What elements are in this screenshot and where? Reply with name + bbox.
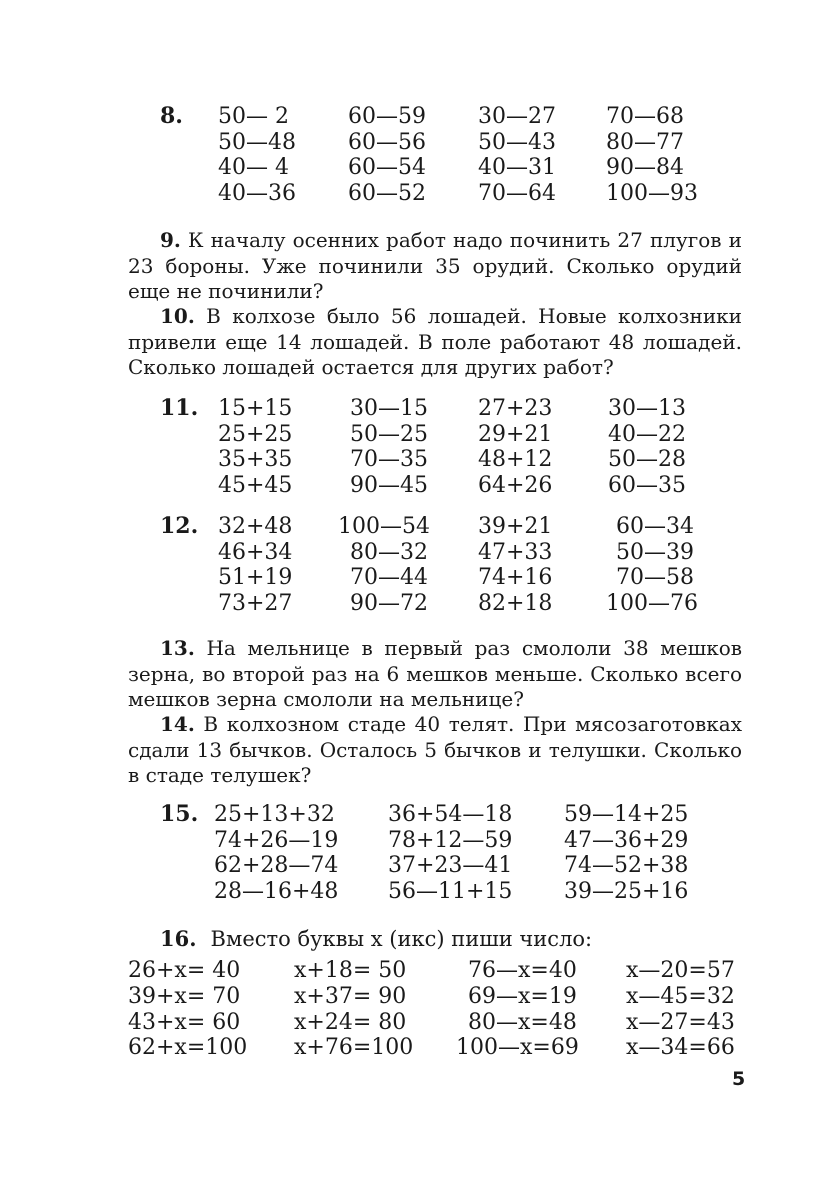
exercise-10: [128, 304, 742, 381]
exercise-number: 9.: [160, 228, 181, 252]
expression: 50—43: [478, 129, 556, 155]
exercise-number: 12.: [160, 513, 199, 539]
problem-text: В колхозном стаде 40 телят. При мясозаготовках сдали 13 бычков. Осталось 5 бычков и телушки. Сколько в стаде телушек?: [128, 712, 742, 787]
expression: 32+48: [218, 514, 293, 539]
expression: 62+28—74: [214, 853, 339, 878]
expression: 39—25+16: [564, 878, 689, 904]
expression-column: [564, 802, 714, 904]
exercise-number: 14.: [160, 712, 195, 736]
expression: 80—32: [350, 539, 428, 565]
expression: 90—72: [350, 590, 428, 616]
exercise-number: 16.: [160, 926, 197, 951]
equation: 80—x=48: [468, 1009, 577, 1035]
expression: 47—36+29: [564, 827, 689, 853]
expression-column: [388, 802, 564, 904]
expression: 100—76: [606, 590, 698, 616]
expression-grid: [218, 104, 716, 206]
equation: 76—x=40: [468, 958, 577, 983]
expression: 51+19: [218, 565, 293, 590]
expression: 50—48: [218, 129, 296, 155]
exercise-number: 8.: [160, 103, 183, 129]
expression: 70—35: [350, 447, 428, 472]
expression: 80—77: [606, 129, 684, 155]
expression: 90—45: [350, 472, 428, 498]
equation: 100—x=69: [456, 1035, 579, 1061]
expression-column: [606, 514, 716, 616]
expression-column: [606, 104, 716, 206]
equation: x—20=57: [626, 958, 735, 983]
expression-column: [478, 396, 608, 498]
expression-column: [348, 104, 478, 206]
exercise-16-heading: [160, 926, 592, 951]
expression: 100—54: [338, 514, 430, 539]
expression: 60—56: [348, 129, 426, 155]
expression: 59—14+25: [564, 802, 689, 827]
expression: 28—16+48: [214, 878, 339, 904]
equation: x—34=66: [626, 1035, 735, 1061]
expression-column: [218, 514, 338, 616]
expression: 47+33: [478, 539, 553, 565]
exercise-instruction: Вместо буквы x (икс) пиши число:: [210, 927, 593, 951]
equation-column: [128, 958, 294, 1061]
expression: 82+18: [478, 590, 553, 616]
equation: x—45=32: [626, 983, 735, 1009]
expression: 60—34: [616, 514, 694, 539]
expression: 60—35: [608, 472, 686, 498]
equation: 39+x= 70: [128, 983, 241, 1009]
expression: 45+45: [218, 472, 293, 498]
expression: 78+12—59: [388, 827, 513, 853]
expression: 30—13: [608, 396, 686, 421]
expression-column: [608, 396, 718, 498]
expression: 25+13+32: [214, 802, 335, 827]
expression: 50—39: [616, 539, 694, 565]
expression-column: [214, 802, 388, 904]
expression: 15+15: [218, 396, 293, 421]
expression: 29+21: [478, 421, 553, 447]
exercise-13: [128, 636, 742, 713]
equation-column: [456, 958, 626, 1061]
exercise-14: [128, 712, 742, 789]
expression-column: [218, 104, 348, 206]
equation: x+76=100: [294, 1035, 414, 1061]
expression: 30—27: [478, 104, 556, 129]
expression: 30—15: [350, 396, 428, 421]
exercise-number: 10.: [160, 304, 195, 328]
expression: 50—25: [350, 421, 428, 447]
expression-grid: [214, 802, 714, 904]
expression: 74—52+38: [564, 853, 689, 878]
exercise-number: 15.: [160, 801, 199, 827]
expression: 70—68: [606, 104, 684, 129]
expression: 70—64: [478, 180, 556, 206]
expression: 35+35: [218, 447, 293, 472]
equation-column: [626, 958, 748, 1061]
equation: 62+x=100: [128, 1035, 248, 1061]
equation: x+18= 50: [294, 958, 407, 983]
equation: 43+x= 60: [128, 1009, 241, 1035]
expression: 100—93: [606, 180, 698, 206]
equation: 26+x= 40: [128, 958, 241, 983]
expression: 40—22: [608, 421, 686, 447]
expression: 60—59: [348, 104, 426, 129]
expression: 60—52: [348, 180, 426, 206]
expression: 74+16: [478, 565, 553, 590]
expression-column: [478, 104, 606, 206]
exercise-9: [128, 228, 742, 305]
equation: x—27=43: [626, 1009, 735, 1035]
expression: 70—58: [616, 565, 694, 590]
expression-column: [338, 514, 478, 616]
expression: 46+34: [218, 539, 293, 565]
expression: 37+23—41: [388, 853, 513, 878]
expression-column: [478, 514, 606, 616]
equation: 69—x=19: [468, 983, 577, 1009]
equation: x+24= 80: [294, 1009, 407, 1035]
expression: 50—28: [608, 447, 686, 472]
expression: 39+21: [478, 514, 553, 539]
expression: 25+25: [218, 421, 293, 447]
expression-column: [350, 396, 478, 498]
expression: 70—44: [350, 565, 428, 590]
exercise-number: 13.: [160, 636, 195, 660]
expression-grid: [218, 396, 718, 498]
expression: 50— 2: [218, 104, 289, 129]
expression: 64+26: [478, 472, 553, 498]
problem-text: К началу осенних работ надо починить 27 плугов и 23 бороны. Уже починили 35 орудий. Сколько орудий еще не починили?: [128, 228, 742, 303]
expression-column: [218, 396, 350, 498]
exercise-number: 11.: [160, 395, 199, 421]
expression: 48+12: [478, 447, 553, 472]
expression: 56—11+15: [388, 878, 513, 904]
expression: 40— 4: [218, 155, 289, 180]
expression: 73+27: [218, 590, 293, 616]
expression: 60—54: [348, 155, 426, 180]
problem-text: В колхозе было 56 лошадей. Новые колхозники привели еще 14 лошадей. В поле работают 48 лошадей. Сколько лошадей остается для других работ?: [128, 304, 742, 379]
expression: 40—36: [218, 180, 296, 206]
page-number: 5: [732, 1068, 746, 1090]
expression-grid: [218, 514, 716, 616]
expression: 36+54—18: [388, 802, 513, 827]
equation-column: [294, 958, 456, 1061]
equation-grid: [128, 958, 748, 1061]
expression: 74+26—19: [214, 827, 339, 853]
expression: 40—31: [478, 155, 556, 180]
problem-text: На мельнице в первый раз смололи 38 мешков зерна, во второй раз на 6 мешков меньше. Сколько всего мешков зерна смололи на мельнице?: [128, 636, 742, 711]
expression: 27+23: [478, 396, 553, 421]
expression: 90—84: [606, 155, 684, 180]
equation: x+37= 90: [294, 983, 407, 1009]
